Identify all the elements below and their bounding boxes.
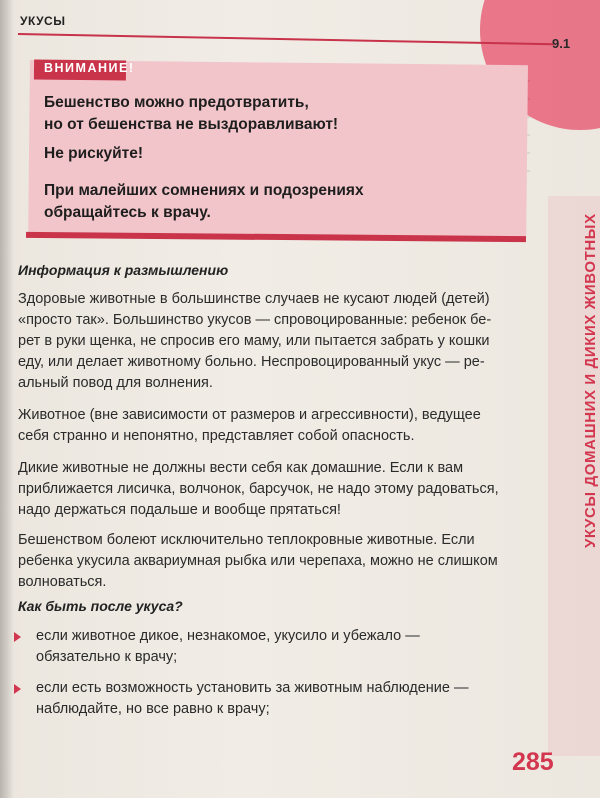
warning-line: но от бешенства не выздоравливают!	[44, 116, 339, 133]
text-line: Животное (вне зависимости от размеров и агрессивности), ведущее	[18, 407, 481, 423]
text-line: себя странно и непонятно, представляет собой опасность.	[18, 428, 415, 444]
text-line: Дикие животные не должны вести себя как домашние. Если к вам	[18, 460, 464, 476]
after-bite-heading: Как быть после укуса?	[18, 598, 183, 614]
text-line: если есть возможность установить за животным наблюдение —	[36, 680, 469, 696]
warning-title: ВНИМАНИЕ!	[44, 61, 135, 75]
text-line: «просто так». Большинство укусов — спровоцированные: ребенок бе-	[18, 312, 492, 328]
text-line: обязательно к врачу;	[36, 649, 178, 665]
text-line: если животное дикое, незнакомое, укусило и убежало —	[36, 628, 420, 644]
warning-paragraph-1	[44, 92, 338, 136]
warning-line: При малейших сомнениях и подозрениях	[44, 182, 364, 199]
warning-paragraph-2	[44, 143, 143, 165]
warning-line: Не рискуйте!	[44, 145, 144, 162]
paragraph-2	[18, 405, 530, 447]
text-line: рет в руки щенка, не спросив его маму, или пытается забрать у кошки	[18, 333, 490, 349]
text-line: надо держаться подальше и вообще прятаться!	[18, 502, 341, 518]
text-line: наблюдайте, но все равно к врачу;	[36, 701, 270, 717]
text-line: еду, или делает животному больно. Неспровоцированный укус — ре-	[18, 354, 485, 370]
chapter-side-tab: УКУСЫ ДОМАШНИХ И ДИКИХ ЖИВОТНЫХ	[582, 213, 599, 548]
list-item-text	[36, 678, 469, 720]
text-line: Бешенством болеют исключительно теплокровные животные. Если	[18, 532, 475, 548]
text-line: Здоровые животные в большинстве случаев не кусают людей (детей)	[18, 291, 490, 307]
spine-shadow	[0, 0, 14, 798]
text-line: альный повод для волнения.	[18, 375, 213, 391]
text-line: волноваться.	[18, 574, 107, 590]
section-number: 9.1	[552, 36, 571, 51]
paragraph-1	[18, 289, 530, 394]
running-head: УКУСЫ	[20, 14, 66, 28]
warning-line: Бешенство можно предотвратить,	[44, 94, 309, 111]
paragraph-4	[18, 530, 530, 593]
warning-line: обращайтесь к врачу.	[44, 204, 211, 221]
header-rule	[18, 33, 554, 45]
triangle-bullet-icon	[14, 684, 21, 694]
paragraph-3	[18, 458, 530, 521]
page-number: 285	[512, 748, 554, 776]
warning-paragraph-3	[44, 180, 364, 224]
list-item-text	[36, 626, 420, 668]
info-heading: Информация к размышлению	[18, 262, 229, 278]
triangle-bullet-icon	[14, 632, 21, 642]
text-line: ребенка укусила аквариумная рыбка или черепаха, можно не слишком	[18, 553, 498, 569]
text-line: приближается лисичка, волчонок, барсучок, не надо этому радоваться,	[18, 481, 499, 497]
